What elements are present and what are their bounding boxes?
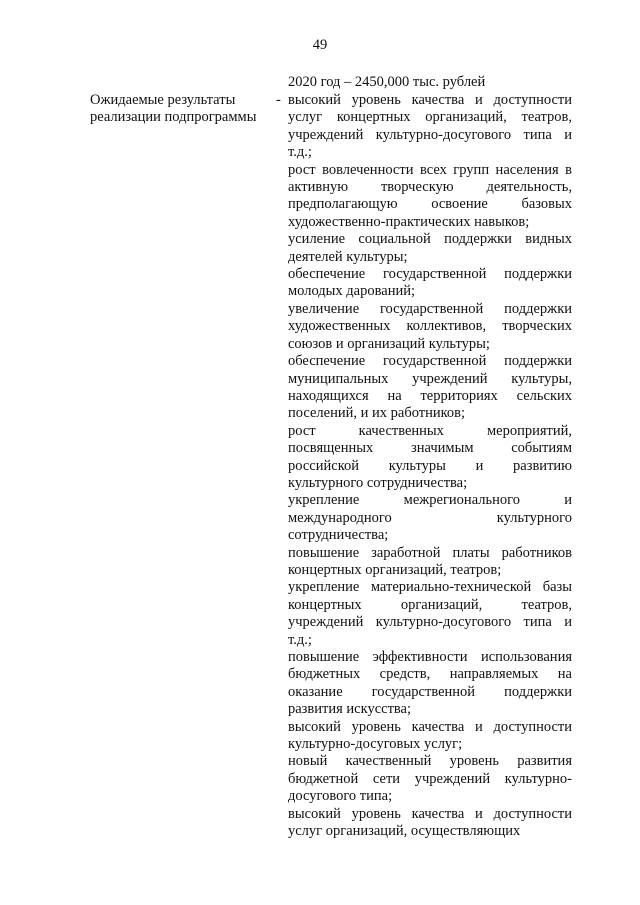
dash-separator: - [276,92,281,108]
results-list [288,92,572,840]
result-item: рост вовлеченности всех групп населения в активную творческую деятельность, предполагающую освоение базовых художественно-практических навыков; [288,161,572,230]
result-item: усиление социальной поддержки видных деятелей культуры; [288,231,572,265]
section-label: Ожидаемые результаты реализации подпрограммы [90,92,257,126]
page-number: 49 [312,37,328,53]
result-item: обеспечение государственной поддержки молодых дарований; [288,266,572,300]
result-item: обеспечение государственной поддержки муниципальных учреждений культуры, находящихся на территориях сельских поселений, и их работников; [288,353,572,422]
result-item: повышение эффективности использования бюджетных средств, направляемых на оказание государственной поддержки развития искусства; [288,649,572,718]
funding-line: 2020 год – 2450,000 тыс. рублей [288,74,486,90]
result-item: рост качественных мероприятий, посвященных значимым событиям российской культуры и развитию культурного сотрудничества; [288,422,572,491]
result-item: повышение заработной платы работников концертных организаций, театров; [288,544,572,578]
result-item: высокий уровень качества и доступности услуг концертных организаций, театров, учреждений культурно-досугового типа и т.д.; [288,92,572,161]
result-item: высокий уровень качества и доступности культурно-досуговых услуг; [288,718,572,753]
result-item: увеличение государственной поддержки художественных коллективов, творческих союзов и организаций культуры; [288,300,572,352]
result-item: новый качественный уровень развития бюджетной сети учреждений культурно-досугового типа; [288,753,572,805]
result-item: укрепление межрегионального и международного культурного сотрудничества; [288,492,572,544]
result-item: укрепление материально-технической базы концертных организаций, театров, учреждений культурно-досугового типа и т.д.; [288,579,572,648]
result-item: высокий уровень качества и доступности услуг организаций, осуществляющих [288,805,572,840]
